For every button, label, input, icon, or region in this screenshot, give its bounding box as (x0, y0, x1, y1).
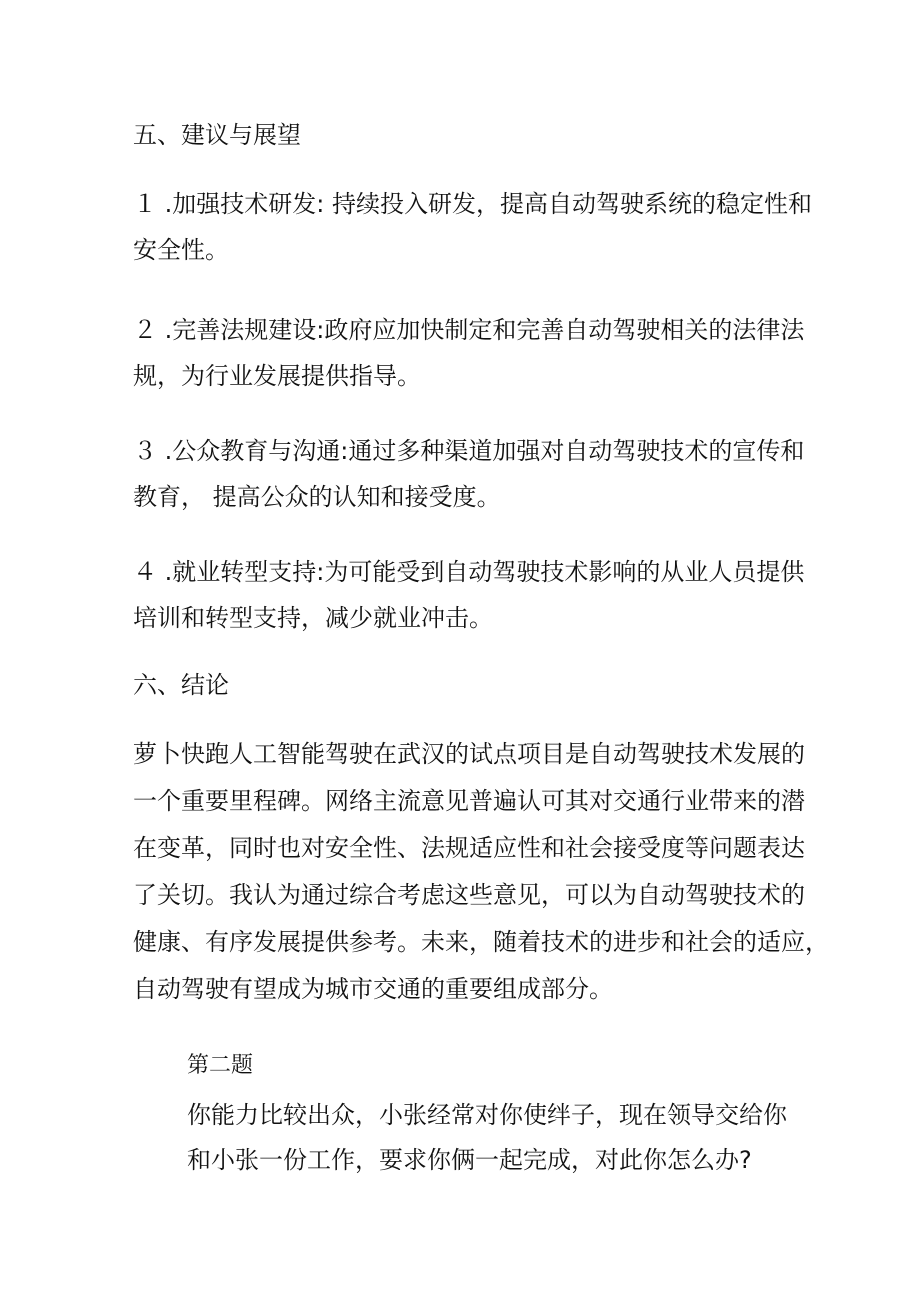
suggestion-item-3-line-2: 教育， 提高公众的认知和接受度。 (133, 483, 501, 511)
conclusion-line-2: 一个重要里程碑。网络主流意见普遍认可其对交通行业带来的潜 (133, 787, 805, 815)
suggestion-item-4-line-1: ４ .就业转型支持:为可能受到自动驾驶技术影响的从业人员提供 (133, 558, 805, 586)
conclusion-paragraph (133, 731, 829, 1013)
conclusion-line-1: 萝卜快跑人工智能驾驶在武汉的试点项目是自动驾驶技术发展的 (133, 740, 805, 768)
suggestion-item-2-line-2: 规，为行业发展提供指导。 (133, 362, 421, 390)
section-heading-suggestions: 五、建议与展望 (133, 121, 301, 149)
suggestion-item-1-line-2: 安全性。 (133, 236, 229, 264)
suggestion-item-2-line-1: ２ .完善法规建设:政府应加快制定和完善自动驾驶相关的法律法 (133, 316, 805, 344)
conclusion-line-5: 健康、有序发展提供参考。未来，随着技术的进步和社会的适应， (133, 928, 829, 956)
conclusion-line-3: 在变革，同时也对安全性、法规适应性和社会接受度等问题表达 (133, 834, 805, 862)
question-title: 第二题 (187, 1053, 254, 1078)
suggestion-item-1-line-1: １ .加强技术研发: 持续投入研发，提高自动驾驶系统的稳定性和 (133, 190, 812, 218)
conclusion-line-4: 了关切。我认为通过综合考虑这些意见，可以为自动驾驶技术的 (133, 881, 805, 909)
suggestion-item-3 (133, 428, 805, 520)
suggestion-item-4-line-2: 培训和转型支持，减少就业冲击。 (133, 604, 493, 632)
suggestion-item-1 (133, 181, 812, 273)
question-body (187, 1093, 807, 1183)
conclusion-line-6: 自动驾驶有望成为城市交通的重要组成部分。 (133, 975, 613, 1003)
suggestion-item-4 (133, 549, 805, 641)
question-line-2: 和小张一份工作，要求你俩一起完成，对此你怎么办? (187, 1146, 752, 1174)
suggestion-item-2 (133, 307, 805, 399)
section-heading-conclusion: 六、结论 (133, 671, 229, 699)
question-line-1: 你能力比较出众，小张经常对你使绊子，现在领导交给你 (187, 1101, 787, 1129)
suggestion-item-3-line-1: ３ .公众教育与沟通:通过多种渠道加强对自动驾驶技术的宣传和 (133, 437, 805, 465)
